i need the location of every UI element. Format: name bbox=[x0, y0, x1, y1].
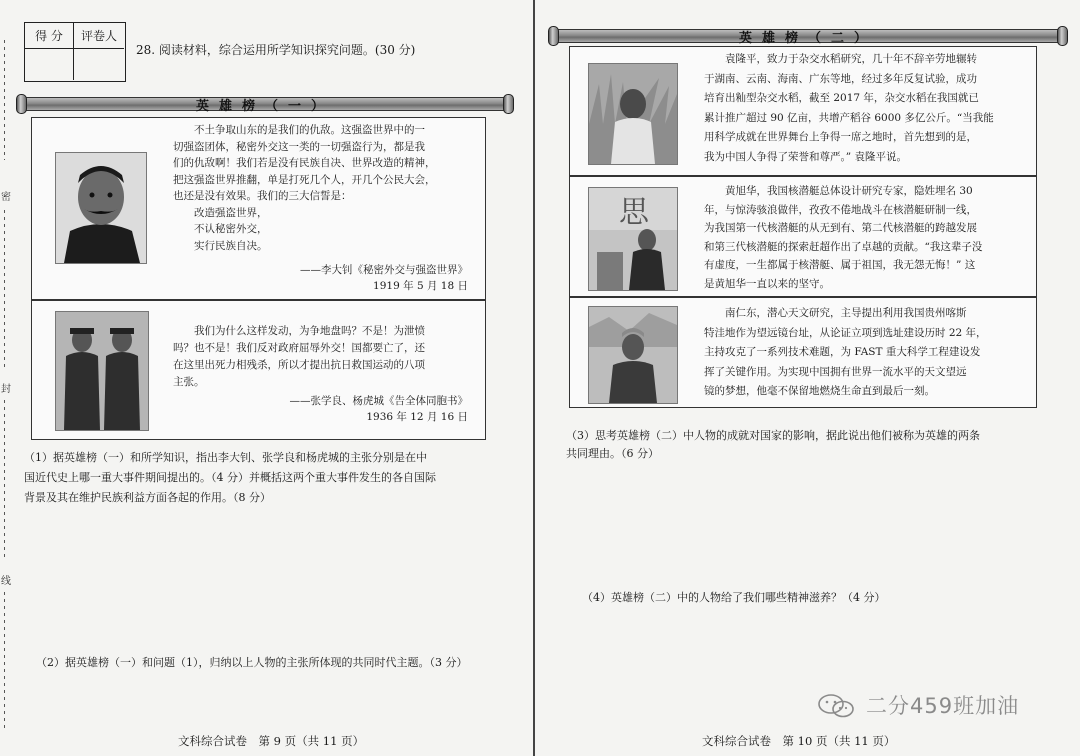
question-1 bbox=[24, 448, 524, 508]
hero-panel-huang-xuhua bbox=[569, 176, 1037, 297]
text-line: 把这强盗世界推翻，单是打死几个人，开几个公民大会， bbox=[173, 173, 436, 186]
hero-panel-nan-rendong bbox=[569, 297, 1037, 408]
score-table bbox=[24, 22, 126, 82]
seal-char: 封 bbox=[1, 384, 11, 395]
text-line: 有虚度，一生都属于核潜艇、属于祖国，我无怨无悔！” 这 bbox=[704, 259, 976, 271]
grader-entry-field[interactable] bbox=[74, 49, 124, 80]
seal-char: 线 bbox=[1, 576, 11, 587]
q1-line: （1）据英雄榜（一）和所学知识，指出李大钊、张学良和杨虎城的主张分别是在中 bbox=[24, 451, 427, 464]
text-line: 和第三代核潜艇的探索赶超作出了卓越的贡献。“我这辈子没 bbox=[704, 240, 983, 253]
hero2-passage bbox=[173, 323, 473, 391]
hero5-passage bbox=[704, 304, 1026, 402]
text-line: 也还是没有效果。我们的三大信誓是： bbox=[173, 190, 352, 202]
text-line: 挥了关键作用。为实现中国拥有世界一流水平的天文望远 bbox=[704, 365, 967, 378]
text-line: 我为中国人争得了荣誉和尊严。” 袁隆平说。 bbox=[704, 150, 907, 163]
text-line: 南仁东，潜心天文研究，主导提出利用我国贵州喀斯 bbox=[725, 307, 967, 319]
q3-line: （3）思考英雄榜（二）中人物的成就对国家的影响，据此说出他们被称为英雄的两条 bbox=[566, 429, 980, 442]
text-line: 不土争取山东的是我们的仇敌。这强盗世界中的一 bbox=[194, 124, 425, 136]
text-line: 黄旭华，我国核潜艇总体设计研究专家，隐姓埋名 30 bbox=[725, 185, 973, 197]
portrait-photo bbox=[588, 187, 678, 291]
text-line: 实行民族自决。 bbox=[194, 239, 268, 252]
hero4-passage bbox=[704, 182, 1026, 293]
source-date: 1936 年 12 月 16 日 bbox=[366, 411, 468, 423]
source-title: ——李大钊《秘密外交与强盗世界》 bbox=[300, 264, 468, 276]
portrait-photo bbox=[588, 63, 678, 165]
hero-panel-li-dazhao bbox=[31, 117, 486, 300]
text-line: 吗？也不是！我们反对政府屈辱外交！国都要亡了，还 bbox=[173, 342, 425, 354]
page-footer-10: 文科综合试卷 第 10 页（共 11 页） bbox=[702, 734, 896, 748]
hero-panel-yuan-longping bbox=[569, 46, 1037, 176]
group-photo bbox=[55, 311, 149, 431]
text-line: 袁隆平，致力于杂交水稻研究，几十年不辞辛劳地辗转 bbox=[725, 53, 977, 65]
text-line: 于湖南、云南、海南、广东等地，经过多年反复试验，成功 bbox=[704, 72, 977, 85]
seal-line-dash bbox=[4, 592, 5, 732]
text-line: 培育出籼型杂交水稻，截至 2017 年，杂交水稻在我国就已 bbox=[704, 92, 979, 104]
banner-hero-list-2 bbox=[548, 26, 1068, 46]
text-line: 在这里出死力相残杀，所以才提出抗日救国运动的八项 bbox=[173, 359, 425, 371]
banner-hero-list-1 bbox=[16, 94, 514, 114]
q3-line: 共同理由。（6 分） bbox=[566, 447, 659, 460]
hero1-passage bbox=[173, 122, 473, 254]
q1-line: 国近代史上哪一重大事件期间提出的。（4 分）并概括这两个重大事件发生的各自国际 bbox=[24, 471, 436, 484]
watermark-text: 二分459班加油 bbox=[866, 694, 1020, 718]
portrait-photo bbox=[55, 152, 147, 264]
banner-title: 英雄榜（一） bbox=[195, 99, 334, 114]
text-line: 镜的梦想，他毫不保留地燃烧生命直到最后一刻。 bbox=[704, 385, 935, 397]
text-line: 不认秘密外交， bbox=[194, 223, 268, 235]
text-line: 为我国第一代核潜艇的从无到有、第二代核潜艇的跨越发展 bbox=[704, 222, 977, 234]
score-entry-field[interactable] bbox=[25, 49, 74, 80]
grader-label: 评卷人 bbox=[74, 23, 124, 49]
text-line: 们的仇敌啊！我们若是没有民族自决、世界改造的精神， bbox=[173, 157, 436, 169]
seal-line-dash bbox=[4, 40, 5, 160]
question-2: （2）据英雄榜（一）和问题（1），归纳以上人物的主张所体现的共同时代主题。（3 分） bbox=[36, 656, 468, 669]
banner-title: 英雄榜（二） bbox=[738, 31, 877, 46]
text-line: 主持攻克了一系列技术难题，为 FAST 重大科学工程建设发 bbox=[704, 346, 981, 358]
text-line: 改造强盗世界， bbox=[194, 206, 268, 219]
hero1-source bbox=[212, 262, 468, 294]
question-4: （4）英雄榜（二）中的人物给了我们哪些精神滋养？（4 分） bbox=[582, 591, 886, 604]
question-28: 28. 阅读材料，综合运用所学知识探究问题。(30 分) bbox=[136, 43, 416, 57]
source-title: ——张学良、杨虎城《告全体同胞书》 bbox=[289, 395, 468, 407]
hero2-source bbox=[212, 393, 468, 425]
wechat-logo-icon bbox=[817, 693, 861, 719]
text-line: 累计推广超过 90 亿亩，共增产稻谷 6000 多亿公斤。“当我能 bbox=[704, 111, 994, 124]
page-divider bbox=[533, 0, 535, 756]
score-label: 得 分 bbox=[25, 23, 74, 49]
text-line: 特洼地作为望远镜台址，从论证立项到选址建设历时 22 年， bbox=[704, 326, 987, 339]
binding-edge bbox=[0, 0, 10, 756]
portrait-photo bbox=[588, 306, 678, 404]
text-line: 切强盗团体，秘密外交这一类的一切强盗行为，都是我 bbox=[173, 140, 425, 153]
q1-line: 背景及其在维护民族利益方面各起的作用。（8 分） bbox=[24, 491, 271, 504]
source-date: 1919 年 5 月 18 日 bbox=[373, 280, 468, 292]
text-line: 是黄旭华一直以来的坚守。 bbox=[704, 277, 830, 290]
svg-text:思: 思 bbox=[619, 195, 649, 230]
page-footer-9: 文科综合试卷 第 9 页（共 11 页） bbox=[178, 734, 365, 748]
text-line: 我们为什么这样发动，为争地盘吗？不是！为泄愤 bbox=[194, 325, 425, 337]
seal-line-dash bbox=[4, 210, 5, 370]
text-line: 用科学成就在世界舞台上争得一席之地时，首先想到的是， bbox=[704, 131, 977, 143]
seal-line-dash bbox=[4, 400, 5, 560]
hero-panel-zhang-yang bbox=[31, 300, 486, 440]
question-3 bbox=[566, 427, 1066, 463]
text-line: 年，与惊涛骇浪做伴，孜孜不倦地战斗在核潜艇研制一线， bbox=[704, 203, 977, 216]
hero3-passage bbox=[704, 50, 1026, 167]
text-line: 主张。 bbox=[173, 376, 205, 388]
seal-char: 密 bbox=[1, 192, 11, 203]
